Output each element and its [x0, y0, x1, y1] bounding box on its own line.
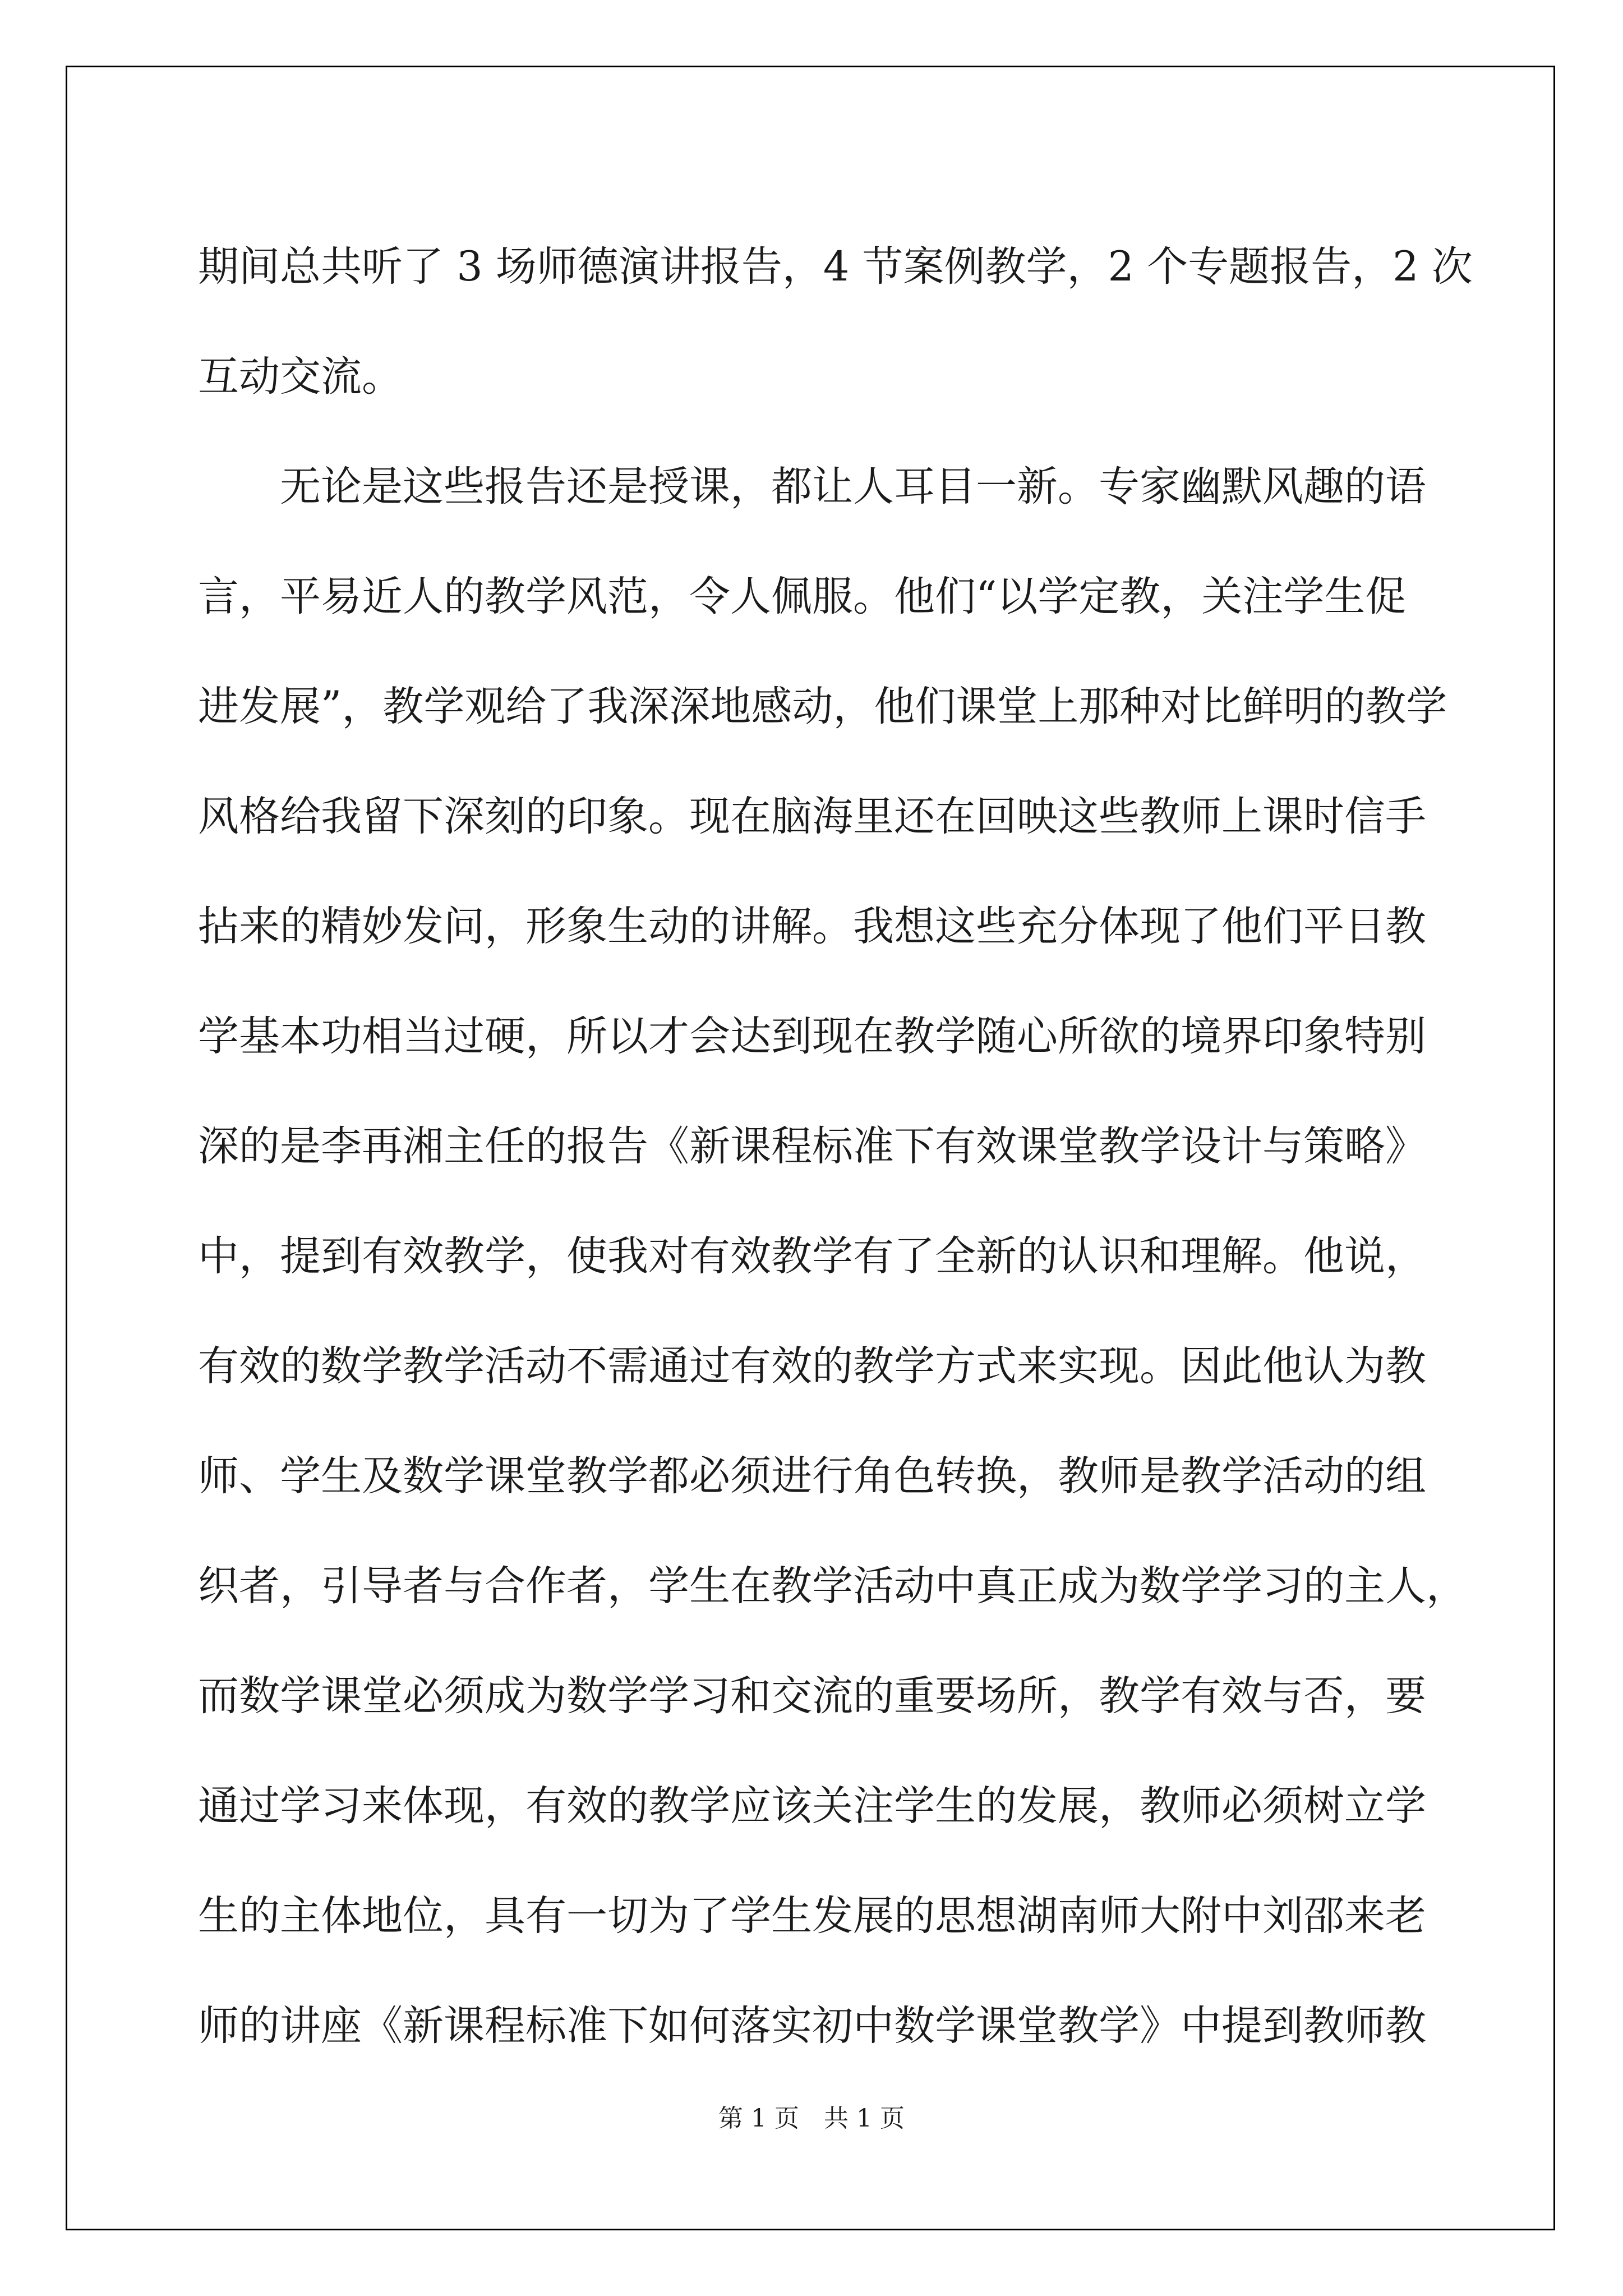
text-line: 有效的数学教学活动不需通过有效的教学方式来实现。因此他认为教 [198, 1342, 1426, 1390]
text-line: 而数学课堂必须成为数学学习和交流的重要场所，教学有效与否，要 [198, 1672, 1426, 1720]
text-line: 互动交流。 [198, 353, 403, 401]
page-footer: 第 1 页 共 1 页 [718, 2104, 905, 2133]
text-line: 师的讲座《新课程标准下如何落实初中数学课堂教学》中提到教师教 [198, 2002, 1426, 2050]
paragraph-first-line: 无论是这些报告还是授课，都让人耳目一新。专家幽默风趣的语 [280, 463, 1426, 510]
text-line: 期间总共听了 3 场师德演讲报告，4 节案例教学，2 个专题报告，2 次 [198, 243, 1473, 291]
text-line: 中，提到有效教学，使我对有效教学有了全新的认识和理解。他说， [198, 1232, 1426, 1280]
text-line: 深的是李再湘主任的报告《新课程标准下有效课堂教学设计与策略》 [198, 1122, 1426, 1170]
text-line: 拈来的精妙发问，形象生动的讲解。我想这些充分体现了他们平日教 [198, 903, 1426, 950]
text-line: 言，平易近人的教学风范，令人佩服。他们“以学定教，关注学生促 [198, 573, 1407, 620]
text-line: 生的主体地位，具有一切为了学生发展的思想湖南师大附中刘邵来老 [198, 1892, 1426, 1940]
text-line: 学基本功相当过硬，所以才会达到现在教学随心所欲的境界印象特别 [198, 1013, 1426, 1060]
text-line: 风格给我留下深刻的印象。现在脑海里还在回映这些教师上课时信手 [198, 793, 1426, 840]
text-line: 师、学生及数学课堂教学都必须进行角色转换，教师是教学活动的组 [198, 1452, 1426, 1500]
text-line: 进发展”，教学观给了我深深地感动，他们课堂上那种对比鲜明的教学 [198, 683, 1447, 730]
text-line: 织者，引导者与合作者，学生在教学活动中真正成为数学学习的主人， [198, 1562, 1467, 1610]
text-line: 通过学习来体现，有效的教学应该关注学生的发展，教师必须树立学 [198, 1782, 1426, 1830]
